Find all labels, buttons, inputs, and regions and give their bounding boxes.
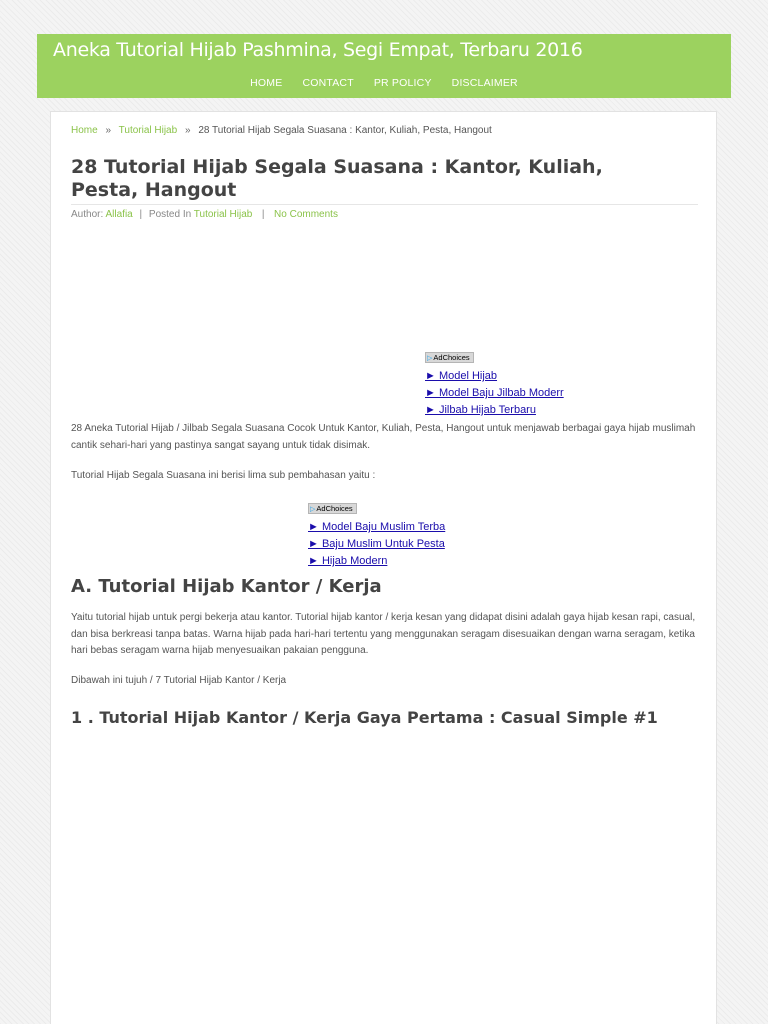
adchoices-icon: ▷ [310,506,316,513]
ad-link[interactable]: ► Hijab Modern [308,555,388,567]
author-link[interactable]: Allafia [105,209,133,220]
nav-home[interactable]: HOME [250,77,283,89]
section-a-heading: A. Tutorial Hijab Kantor / Kerja [71,576,382,597]
breadcrumb-category[interactable]: Tutorial Hijab [118,125,178,136]
meta-divider: | [139,209,143,220]
adchoices-icon: ▷ [427,355,433,362]
post-meta [71,209,338,220]
ad-link[interactable]: ► Baju Muslim Untuk Pesta [308,538,445,550]
ad-link[interactable]: ► Jilbab Hijab Terbaru [425,404,536,416]
title-divider [71,204,698,205]
site-header [37,34,731,98]
author-label: Author: [71,209,104,220]
breadcrumb-separator: » [184,125,191,136]
ad-link[interactable]: ► Model Hijab [425,370,498,382]
section-a-paragraph: Yaitu tutorial hijab untuk pergi bekerja atau kantor. Tutorial hijab kantor / kerja kesan yang didapat disini adalah gaya hijab kesan rapi, casual, dan bisa berkreasi tanpa batas. Warna hijab pada hari-hari tertentu yang menggunakan seragam disesuaikan dengan warna seragam, ketika hari bebas seragam warna hijab menyesuaikan pakaian pengguna. [71,612,696,656]
section-a-list-intro: Dibawah ini tujuh / 7 Tutorial Hijab Kantor / Kerja [71,675,287,686]
site-title[interactable]: Aneka Tutorial Hijab Pashmina, Segi Empat, Terbaru 2016 [53,39,583,61]
nav-contact[interactable]: CONTACT [302,77,354,89]
ad-block-2 [308,498,445,570]
post-title: 28 Tutorial Hijab Segala Suasana : Kantor, Kuliah, Pesta, Hangout [71,156,603,201]
breadcrumb-home[interactable]: Home [71,125,98,136]
sub-intro-paragraph: Tutorial Hijab Segala Suasana ini berisi lima sub pembahasan yaitu : [71,470,376,481]
intro-paragraph: 28 Aneka Tutorial Hijab / Jilbab Segala Suasana Cocok Untuk Kantor, Kuliah, Pesta, Hangout untuk menjawab berbagai gaya hijab muslimah cantik sehari-hari yang pastinya sangat sayang untuk tidak disimak. [71,423,696,451]
nav-pr-policy[interactable]: PR POLICY [373,77,432,89]
adchoices-label: AdChoices [316,504,353,513]
content-area [50,111,717,1024]
breadcrumb-current: 28 Tutorial Hijab Segala Suasana : Kantor, Kuliah, Pesta, Hangout [198,125,492,136]
adchoices-badge[interactable] [425,352,474,363]
adchoices-badge[interactable] [308,503,357,514]
item-1-heading: 1 . Tutorial Hijab Kantor / Kerja Gaya Pertama : Casual Simple #1 [71,708,658,727]
meta-divider: | [259,209,268,220]
comments-link[interactable]: No Comments [274,209,338,220]
breadcrumb-separator: » [105,125,112,136]
posted-label: Posted In [148,209,192,220]
adchoices-label: AdChoices [433,353,470,362]
ad-link[interactable]: ► Model Baju Jilbab Moderr [425,387,564,399]
ad-link[interactable]: ► Model Baju Muslim Terba [308,521,446,533]
main-nav [37,77,731,89]
category-link[interactable]: Tutorial Hijab [193,209,253,220]
ad-block-1 [425,347,564,419]
breadcrumb [71,125,492,136]
nav-disclaimer[interactable]: DISCLAIMER [451,77,518,89]
